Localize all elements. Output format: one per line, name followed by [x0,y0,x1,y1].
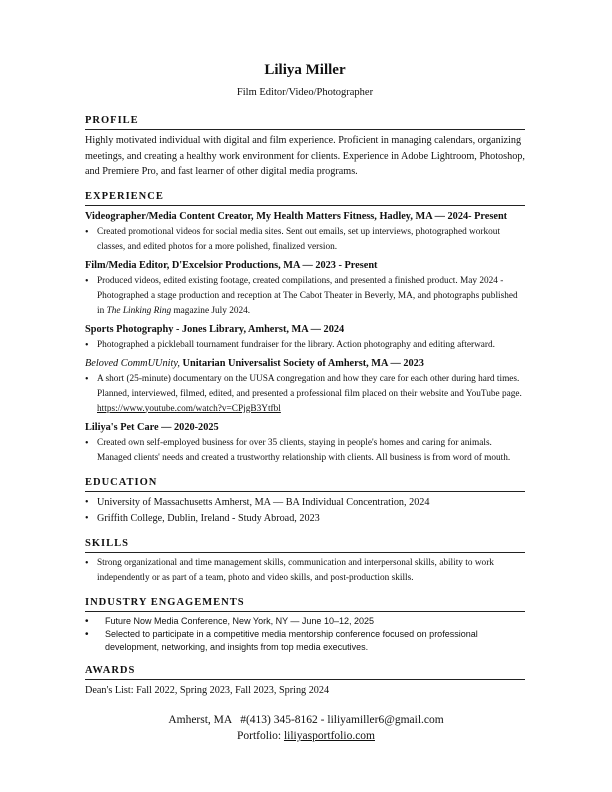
profile-text: Highly motivated individual with digital and film experience. Proficient in managing calendars, organizing meetings, and creating a healthy work environment for clients. Experience in Adobe Lightroom, Photoshop, and Premiere Pro, and fast learner of other digital media programs. [85,135,525,177]
job-title: Liliya's Pet Care — 2020-2025 [85,421,219,433]
industry-item: • Future Now Media Conference, New York, NY — June 10–12, 2025 [85,615,525,628]
job-bullet: • Created promotional videos for social media sites. Sent out emails, set up interviews, photographed workout classes, and edited photos for a more polished, finalized version. [85,225,525,255]
job-bullets [85,436,525,466]
education-section [85,476,525,527]
skills-heading: SKILLS [85,537,525,553]
education-list [85,495,525,527]
job-title [85,356,525,371]
youtube-link[interactable]: https://www.youtube.com/watch?v=CPjgB3Ytfbl [97,403,281,414]
portfolio-line [0,728,612,744]
job-bullet-text: A short (25-minute) documentary on the UUSA congregation and how they care for each other during hard times. Planned, interviewed, filmed, edited, and presented a professional film placed on their website and YouTube page. [97,373,522,399]
film-title: Beloved CommUUnity, [85,357,180,369]
candidate-subtitle: Film Editor/Video/Photographer [236,87,374,98]
resume-page [85,60,525,698]
portfolio-link[interactable]: liliyasportfolio.com [283,730,375,742]
job-bullets [85,338,525,353]
job-bullets [85,225,525,255]
job-title-rest: Unitarian Universalist Society of Amherst, MA — 2023 [179,357,424,369]
job-bullets [85,274,525,319]
awards-text: Dean's List: Fall 2022, Spring 2023, Fall 2023, Spring 2024 [85,684,330,696]
industry-heading: INDUSTRY ENGAGEMENTS [85,596,525,612]
job-bullet-text: magazine July 2024. [171,305,251,316]
job-title: Sports Photography - Jones Library, Amherst, MA — 2024 [85,323,345,335]
job-bullet: • Photographed a pickleball tournament fundraiser for the library. Action photography and editing afterward. [85,338,525,353]
education-item: • Griffith College, Dublin, Ireland - Study Abroad, 2023 [85,511,525,527]
awards-section [85,664,525,699]
industry-item: • Selected to participate in a competitive media mentorship conference focused on professional development, networking, and insights from top media executives. [85,628,525,654]
job-bullet [85,372,525,417]
awards-heading: AWARDS [85,664,525,680]
skills-item: • Strong organizational and time management skills, communication and interpersonal skills, ability to work independently or as part of a team, photo and video skills, and post-production skills. [85,556,525,586]
magazine-title: The Linking Ring [106,305,172,316]
contact-footer [0,712,612,744]
job-bullet: • Created own self-employed business for over 35 clients, staying in people's homes and caring for animals. Managed clients' needs and created a trustworthy relationship with clients. All business is from word of mouth. [85,436,525,466]
skills-section [85,537,525,586]
profile-heading: PROFILE [85,114,525,130]
industry-list [85,615,525,654]
job-bullets [85,372,525,417]
industry-section [85,596,525,654]
job-bullet [85,274,525,319]
job-title: Film/Media Editor, D'Excelsior Productions, MA — 2023 - Present [85,259,378,271]
education-heading: EDUCATION [85,476,525,492]
experience-section [85,190,525,466]
profile-section [85,114,525,180]
contact-line: Amherst, MA #(413) 345-8162 - liliyamiller6@gmail.com [168,714,444,726]
candidate-name: Liliya Miller [264,62,346,78]
job-bullet-text: Produced videos, edited existing footage, created compilations, and presented a finished product. May 2024 - Photographed a stage production and reception at The Cabot Theater in Beverly, MA, and photographs published in [97,275,518,316]
job-title: Videographer/Media Content Creator, My Health Matters Fitness, Hadley, MA — 2024- Present [85,210,508,222]
skills-list [85,556,525,586]
portfolio-label: Portfolio: [237,730,284,742]
experience-heading: EXPERIENCE [85,190,525,206]
education-item: • University of Massachusetts Amherst, MA — BA Individual Concentration, 2024 [85,495,525,511]
